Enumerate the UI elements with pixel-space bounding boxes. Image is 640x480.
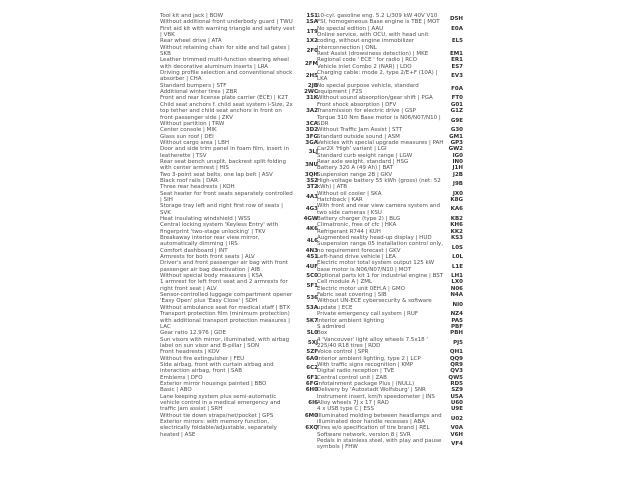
option-code: JX0 (452, 190, 463, 197)
option-code: 4GW (303, 216, 318, 222)
option-code: NZ4 (450, 311, 463, 318)
option-code: PBF (451, 323, 463, 330)
option-code: 5C0 (306, 273, 318, 280)
option-code: U60 (450, 399, 463, 406)
option-code: U5A (450, 393, 463, 400)
option-code: G1Z (450, 108, 463, 115)
option-code: E0A (451, 25, 463, 32)
option-description: Glass sun roof | DEI (160, 133, 214, 140)
option-description: No special edition | AAU (317, 25, 384, 32)
option-code: 1SA (305, 19, 318, 26)
option-code: 2F0 (306, 47, 318, 54)
option-description: Private emergency call system | RUF (317, 311, 419, 318)
equipment-row (160, 292, 318, 305)
option-description: Augmented reality head-up display | HUD (317, 235, 432, 242)
option-code: 6M0 (304, 412, 318, 419)
option-description: Central control unit | ZAB (317, 374, 387, 381)
option-description: 1 armrest for left front seat and 2 armrests for right front seat | ALV (160, 279, 288, 292)
option-description: Illuminated molding between headlamps and illuminated door handle recesses | ABA (317, 412, 442, 425)
option-description: Suspension range 05 installation control only, no requirement forecast | GKV (317, 241, 443, 254)
option-code: 4A3 (306, 193, 318, 200)
option-code: 3D2 (305, 127, 318, 134)
option-code: D5H (450, 16, 463, 23)
equipment-row (317, 203, 463, 216)
option-description: Car2X 'High' variant | LGI (317, 146, 387, 153)
equipment-row (317, 13, 463, 26)
option-description: Standard curb weight range | LGW (317, 152, 413, 159)
option-description: Software network, version 8 | SVR (317, 431, 411, 438)
option-code: V6H (450, 431, 463, 438)
option-description: Seat heater for front seats separately controlled | SIH (160, 190, 293, 203)
equipment-row (160, 394, 318, 413)
option-code: N06 (450, 285, 463, 292)
option-description: Three rear headrests | KOH (160, 184, 235, 191)
option-code: 6A0 (306, 355, 318, 362)
option-description: Interior ambient lighting (317, 317, 385, 324)
option-code: 6XQ (305, 425, 318, 432)
option-code: K8G (450, 196, 463, 203)
option-code: 5ZF (306, 349, 318, 356)
equipment-row (160, 362, 318, 375)
equipment-row (317, 32, 463, 51)
option-description: Without additional front underbody guard | TWU (160, 19, 293, 26)
option-code: 3GA (305, 139, 318, 146)
equipment-row (317, 115, 463, 128)
option-code: 3FG (305, 133, 318, 140)
option-description: Emblems | DFO (160, 374, 203, 381)
option-description: Armrests for both front seats | ALV (160, 254, 255, 261)
option-code: GP3 (450, 139, 463, 146)
option-code: LX0 (451, 279, 463, 286)
option-description: Front shock absorption | DFV (317, 101, 397, 108)
equipment-row (160, 45, 318, 58)
equipment-row (160, 235, 318, 248)
option-code: PA5 (451, 317, 463, 324)
option-description: Center console | MIK (160, 127, 217, 134)
option-description: Cell module A | ZML (317, 279, 373, 286)
option-code: L1E (451, 263, 463, 270)
option-code: QH1 (449, 349, 463, 356)
option-description: Breakaway interior rear view mirror, automatically dimming | IRS (160, 235, 260, 248)
option-description: 4 'Vancouver' light alloy wheels 7.5x18 ' 225/40 R18 tires | RDD (317, 336, 428, 349)
option-description: Tires w/o specification of tire brand | REL (317, 425, 430, 432)
option-code: VF4 (451, 441, 463, 448)
option-description: S admired (317, 323, 346, 330)
option-description: Tool kit and jack | BOW (160, 13, 224, 19)
option-description: Fabric seat covering | SIB (317, 292, 387, 299)
equipment-row (160, 311, 318, 330)
option-code: 3T2 (306, 184, 318, 191)
option-code: 53A (306, 304, 318, 311)
option-description: Electric motor unit 0EH.A | GMO (317, 285, 405, 292)
equipment-row (317, 260, 463, 273)
option-code: U9E (450, 406, 463, 413)
option-code: 4G3 (305, 206, 318, 213)
option-description: Without special body measures | KSA (160, 273, 263, 280)
option-description: Driving profile selection and conventional shock absorber | CHA (160, 70, 293, 83)
equipment-row (160, 222, 318, 235)
option-description: Driver's and front passenger air bag with front passenger air bag deactivation | AIB (160, 260, 288, 273)
option-code: GW2 (448, 146, 463, 153)
option-code: 4N3 (305, 247, 318, 254)
option-code: QR9 (450, 361, 463, 368)
option-description: Basic | ABO (160, 387, 192, 394)
option-description: With front and rear view camera system and two side cameras | KSU (317, 203, 440, 216)
option-code: L0S (451, 244, 463, 251)
option-description: No special purpose vehicle, standard equipment | F2S (317, 82, 419, 96)
option-code: ES7 (451, 63, 463, 70)
option-code: IN0 (452, 158, 463, 165)
option-code: 536 (306, 295, 318, 302)
equipment-row (317, 241, 463, 254)
option-code: J2B (452, 171, 463, 178)
option-code: 2WC (304, 89, 318, 96)
equipment-row (160, 146, 318, 159)
option-code: NI0 (452, 301, 463, 308)
option-description: Without ambulance seat for medical staff | BTX (160, 304, 291, 311)
option-code: RD5 (450, 380, 463, 387)
option-code: 6F1 (306, 374, 318, 381)
option-code: PBH (450, 330, 463, 337)
option-description: Optional parts kit 1 for industrial engine | BST (317, 273, 444, 280)
option-description: Gear ratio 12.976 | GDE (160, 330, 227, 337)
option-code: KH6 (450, 222, 463, 229)
equipment-row (317, 337, 463, 350)
option-description: Suspension range 2B | GKV (317, 171, 393, 178)
option-code: 1S1 (306, 13, 318, 19)
option-description: Rear axle weight, standard | HSG (317, 158, 409, 165)
option-code: QW5 (448, 374, 463, 381)
option-description: Sun visors with mirror, illuminated, with airbag label on sun visor and B-pillar | SON (160, 336, 290, 349)
option-code: 1T9 (306, 28, 318, 35)
option-description: Pedals in stainless steel, with play and pause symbols | FHW (317, 438, 442, 451)
option-code: F0A (451, 85, 463, 92)
option-code: PJ5 (453, 339, 463, 346)
option-code: V0A (450, 425, 463, 432)
equipment-row (317, 298, 463, 311)
option-description: Infotainment package Plus | (NULL) (317, 380, 415, 387)
option-code: ER1 (451, 57, 463, 64)
option-description: Front headrests | KOV (160, 349, 220, 356)
option-description: Rear wheel drive | ATA (160, 38, 222, 45)
option-description: Regional code ' ECE ' for radio | RCO (317, 57, 417, 64)
option-code: L0L (452, 254, 463, 261)
equipment-row (317, 438, 463, 451)
option-description: Interior ambient lighting, type 2 | LCP (317, 355, 421, 362)
equipment-row (160, 191, 318, 204)
option-description: Heat insulating windshield | WSS (160, 216, 251, 222)
option-description: Without partition | TRW (160, 120, 225, 127)
option-code: QV3 (450, 368, 463, 375)
equipment-row (160, 57, 318, 70)
option-description: Vehicle inlet Combo 2 (NAR) | LDO (317, 63, 412, 70)
option-code: 2H5 (305, 73, 318, 80)
option-description: Instrument insert, km/h speedometer | INS (317, 393, 435, 400)
option-description: Child seat anchors f. child seat system i-Size, 2x top tether and child seat anchors in front on front passenger side | ZKV (160, 101, 293, 121)
option-description: Box (317, 330, 328, 337)
option-description: Transmission for electric drive | GSP (317, 108, 416, 115)
option-code: 4K6 (306, 225, 318, 232)
option-description: Standard bumpers | STF (160, 82, 227, 89)
option-code: KA6 (450, 206, 463, 213)
option-description: Charging cable: mode 2, type 2/E+F (10A) | LKA (317, 70, 438, 83)
equipment-row (160, 102, 318, 121)
option-description: Without sound absorption/gear shift | PGA (317, 95, 433, 102)
equipment-row (317, 70, 463, 83)
option-description: Exterior mirrors: with memory function, electrically foldable/adjustable, separately heated | ASE (160, 419, 277, 438)
equipment-column-right (317, 13, 463, 451)
option-code: KS3 (450, 235, 463, 242)
option-description: Lane keeping system plus semi-automatic vehicle control in a medical emergency and traffic jam assist | SRH (160, 393, 281, 413)
option-code: 6I6 (308, 399, 318, 406)
option-code: 4L6 (306, 238, 318, 245)
equipment-row (317, 413, 463, 426)
equipment-row (160, 260, 318, 273)
option-code: 3S2 (306, 177, 318, 184)
option-code: 2JB (307, 82, 318, 89)
equipment-row (160, 203, 318, 216)
option-description: With traffic signs recognition | KMP (317, 361, 414, 368)
option-description: Two 3-point seat belts, one lap belt | ASV (160, 171, 273, 178)
option-code: LH1 (451, 273, 463, 280)
option-description: Voice control | SPR (317, 349, 369, 356)
option-description: First aid kit with warning triangle and safety vest | VBK (160, 25, 295, 39)
option-description: Hatchback | KAR (317, 196, 363, 203)
option-description: Torque 310 Nm Base motor is N06/N07/N10 | SDR (317, 114, 441, 127)
option-code: 6FG (305, 380, 318, 387)
option-code: 3CA (305, 120, 318, 127)
option-code: IG0 (452, 152, 463, 159)
option-description: Leather trimmed multi-function steering wheel with decorative aluminum inserts | LRA (160, 57, 289, 70)
option-description: Black roof rails | DAR (160, 177, 218, 184)
option-code: 2FM (304, 60, 318, 67)
option-description: Comfort dashboard | INT (160, 247, 228, 254)
option-code: 6C2 (306, 365, 318, 372)
option-code: G30 (450, 127, 463, 134)
option-code: EV3 (451, 73, 463, 80)
option-code: 3NU (305, 162, 318, 169)
option-code: EM1 (449, 51, 463, 58)
option-description: Storage tray left and right first row of seats | SVK (160, 203, 284, 216)
option-description: Standard outside sound | ASM (317, 133, 400, 140)
option-code: EL5 (451, 38, 463, 45)
option-description: 10-cyl. gasoline eng. 5.2 L/309 kW 40V V10 FSI, homogeneous Base engine is TBE | MOT (317, 13, 440, 26)
option-description: Additional winter tires | ZBR (160, 89, 238, 96)
option-description: Delivery by 'Autostadt Wolfsburg' | SNR (317, 387, 426, 394)
option-code: 5K7 (306, 317, 318, 324)
equipment-row (160, 419, 318, 438)
option-code: KK2 (450, 228, 463, 235)
equipment-row (160, 26, 318, 39)
option-description: Without tie down straps/net/pocket | GPS (160, 412, 274, 419)
option-description: Digital radio reception | TVE (317, 368, 395, 375)
equipment-row (160, 337, 318, 350)
option-code: 6H0 (305, 387, 318, 394)
option-description: Side airbag, front with curtain airbag and interaction airbag, front | SAB (160, 361, 274, 375)
option-description: Refrigerant R744 | KUH (317, 228, 381, 235)
option-code: SZ9 (451, 387, 463, 394)
option-description: Battery charger (type 2) | BLG (317, 216, 401, 222)
option-code: 3QH (304, 171, 318, 178)
option-description: Without fire extinguisher | FEU (160, 355, 245, 362)
option-description: Without Traffic Jam Assist | STT (317, 127, 403, 134)
option-code: J1H (452, 165, 463, 172)
option-description: Transport protection film (minimum protection) with additional transport protection measures | LAC (160, 311, 290, 330)
option-code: J9B (452, 181, 463, 188)
option-description: Central locking system 'Keyless Entry' with fingerprint 'two-stage unlocking' | TKV (160, 222, 279, 235)
option-code: 3LJ (308, 149, 318, 156)
option-code: N4A (450, 292, 463, 299)
option-description: High-voltage battery 55 kWh (gross) (net: 52 kWh) | ATB (317, 177, 441, 191)
option-description: 4 x USB type C | ESS (317, 406, 374, 413)
option-code: G01 (450, 101, 463, 108)
option-code: GM1 (449, 133, 463, 140)
option-code: 5F1 (306, 282, 318, 289)
equipment-row (160, 70, 318, 83)
option-description: Climatronic, free of cfc | HKA (317, 222, 397, 229)
option-description: Door and side trim panel in foam film, insert in leatherette | TSV (160, 146, 289, 159)
equipment-row (317, 83, 463, 96)
option-description: Rear seat bench unsplit, backrest split folding with center armrest | HIS (160, 158, 287, 172)
equipment-row (317, 178, 463, 191)
option-description: Front and rear license plate carrier (ECE) | K2T (160, 95, 288, 102)
equipment-row (160, 159, 318, 172)
option-code: 4UF (305, 263, 318, 270)
option-code: 5XJ (307, 339, 318, 346)
option-description: Sensor-controlled luggage compartment opener 'Easy Open' plus 'Easy Close' | SDH (160, 292, 293, 305)
option-description: Online service, with OCU, with head unit coding, without engine immobilizer interconnection | ONL (317, 32, 429, 51)
option-code: 31K (306, 95, 318, 102)
option-code: 3A2 (306, 108, 318, 115)
option-description: Battery 320 A (49 Ah) | BAT (317, 165, 393, 172)
option-description: Left-hand drive vehicle | LEA (317, 254, 396, 261)
option-description: Vehicles with special upgrade measures | PAH (317, 139, 444, 146)
option-description: Without retaining chain for side and tail gates | SKB (160, 44, 290, 58)
option-description: Electric motor total system output 125 kW base motor is N06/N07/N10 | MOT (317, 260, 435, 273)
option-code: QQ9 (449, 355, 463, 362)
option-description: Without oil cooler | SKA (317, 190, 382, 197)
equipment-column-left (160, 13, 318, 438)
option-code: 1X2 (306, 38, 318, 45)
option-code: FT0 (451, 95, 463, 102)
option-code: 5L0 (306, 330, 318, 337)
option-code: 451 (306, 254, 318, 261)
option-description: Alloy wheels 7J x 17 | RAD (317, 399, 389, 406)
option-code: KB2 (450, 216, 463, 222)
option-description: Rest Assist (drowsiness detection) | MKE (317, 51, 429, 58)
option-description: Exterior mirror housings painted | BBO (160, 380, 267, 387)
equipment-row (160, 279, 318, 292)
option-code: U02 (450, 415, 463, 422)
option-description: Without cargo area | LBH (160, 139, 229, 146)
option-code: G9E (450, 117, 463, 124)
option-description: Without UN-ECE cybersecurity & software update | ECE (317, 298, 432, 311)
